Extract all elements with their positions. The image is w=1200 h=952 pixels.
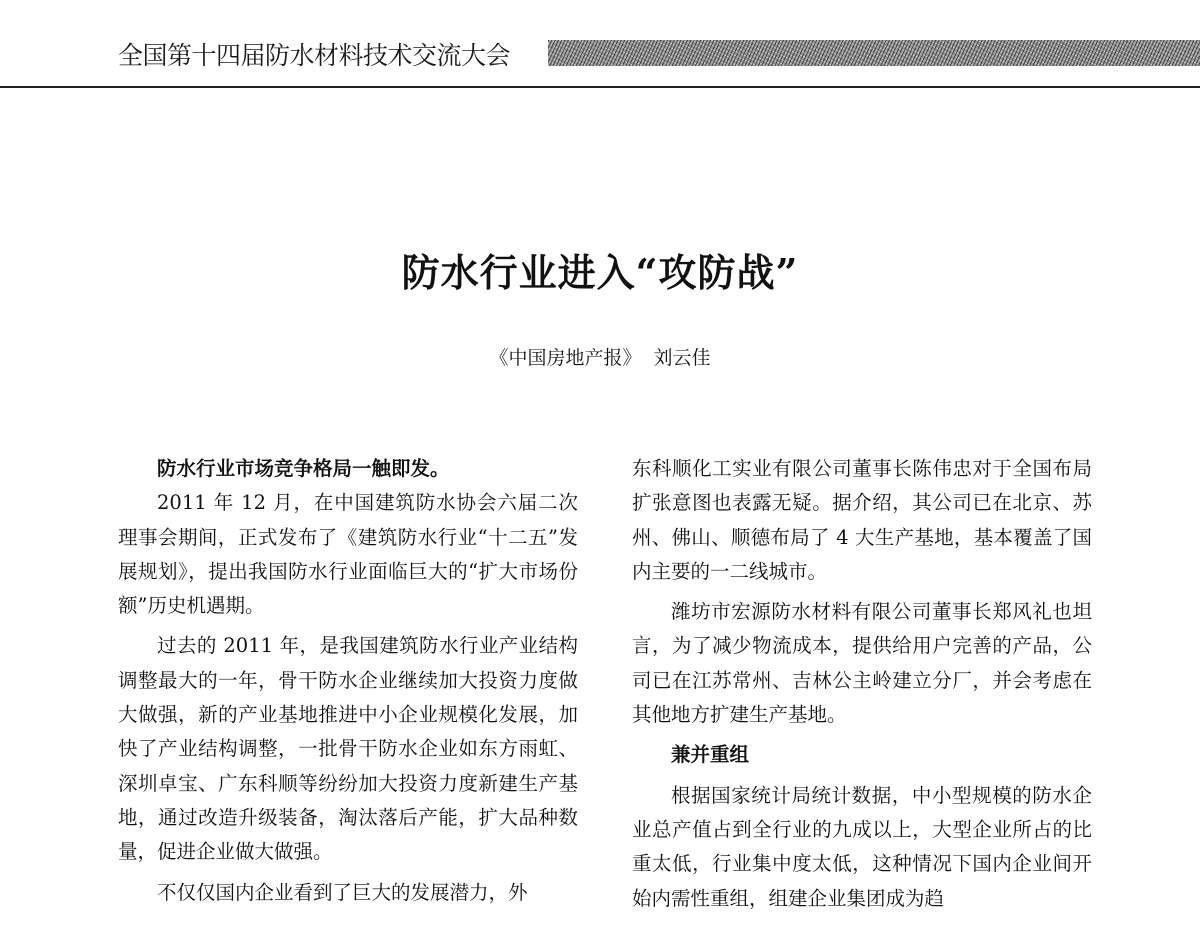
paragraph: 潍坊市宏源防水材料有限公司董事长郑风礼也坦言，为了减少物流成本，提供给用户完善的产品，公司已在江苏常州、吉林公主岭建立分厂，并会考虑在其他地方扩建生产基地。: [632, 600, 1092, 727]
left-column: [118, 452, 578, 910]
right-column: [632, 452, 1092, 916]
conference-title: 全国第十四届防水材料技术交流大会: [118, 41, 511, 70]
paragraph: 过去的 2011 年，是我国建筑防水行业产业结构调整最大的一年，骨干防水企业继续加大投资力度做大做强，新的产业基地推进中小企业规模化发展，加快了产业结构调整，一批骨干防水企业如东方雨虹、深圳卓宝、广东科顺等纷纷加大投资力度新建生产基地，通过改造升级装备，淘汰落后产能，扩大品种数量，促进企业做大做强。: [118, 634, 578, 864]
header-decorative-band: [548, 40, 1200, 66]
header-rule: [0, 86, 1200, 88]
section-subhead: 兼并重组: [671, 743, 750, 767]
paragraph: 不仅仅国内企业看到了巨大的发展潜力，外: [157, 880, 528, 904]
paragraph-continued: 东科顺化工实业有限公司董事长陈伟忠对于全国布局扩张意图也表露无疑。据介绍，其公司已在北京、苏州、佛山、顺德布局了 4 大生产基地，基本覆盖了国内主要的一二线城市。: [632, 457, 1092, 583]
paragraph: 根据国家统计局统计数据，中小型规模的防水企业总产值占到全行业的九成以上，大型企业所占的比重太低，行业集中度太低，这种情况下国内企业间开始内需性重组，组建企业集团成为趋: [632, 783, 1092, 910]
article-title: 防水行业进入“攻防战”: [401, 250, 799, 295]
paragraph-subhead: 防水行业市场竞争格局一触即发。: [157, 457, 450, 480]
paragraph: 2011 年 12 月，在中国建筑防水协会六届二次理事会期间，正式发布了《建筑防水行业“十二五”发展规划》，提出我国防水行业面临巨大的“扩大市场份额”历史机遇期。: [118, 491, 578, 618]
article-byline: 《中国房地产报》 刘云佳: [489, 347, 711, 369]
